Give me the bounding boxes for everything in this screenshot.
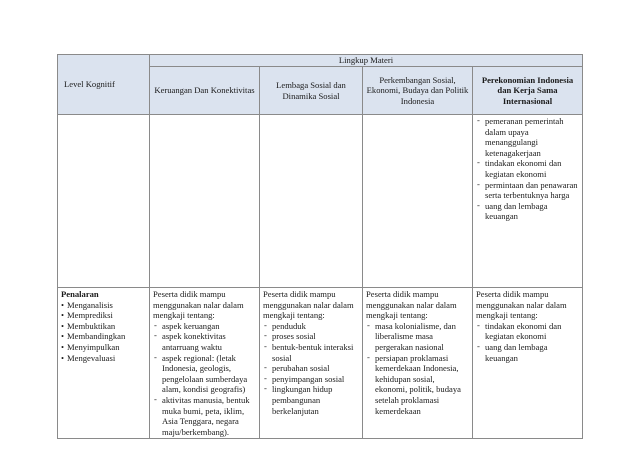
list-item: - pemeranan pemerintah dalam upaya menanggulangi ketenagakerjaan bbox=[476, 116, 579, 158]
column-header: Lembaga Sosial dan Dinamika Sosial bbox=[260, 67, 363, 115]
table-cell bbox=[363, 115, 473, 288]
list-item: • Membandingkan bbox=[61, 331, 146, 342]
list-item: - aspek keruangan bbox=[153, 321, 256, 332]
table-cell bbox=[58, 115, 150, 288]
level-title: Penalaran bbox=[61, 289, 99, 299]
list-item: - penyimpangan sosial bbox=[263, 374, 359, 385]
list-item: • Menyimpulkan bbox=[61, 342, 146, 353]
table-cell bbox=[473, 115, 583, 288]
level-header: Level Kognitif bbox=[58, 55, 150, 115]
table-cell bbox=[150, 288, 260, 439]
list-item: - tindakan ekonomi dan kegiatan ekonomi bbox=[476, 321, 579, 342]
list-item: - perubahan sosial bbox=[263, 363, 359, 374]
list-item: - persiapan proklamasi kemerdekaan Indonesia, kehidupan sosial, ekonomi, politik, budaya setelah proklamasi kemerdekaan bbox=[366, 353, 469, 417]
column-header: Perekonomian Indonesia dan Kerja Sama Internasional bbox=[473, 67, 583, 115]
content-table bbox=[57, 54, 583, 439]
list-item: - aspek konektivitas antarruang waktu bbox=[153, 331, 256, 352]
list-item: - masa kolonialisme, dan liberalisme masa pergerakan nasional bbox=[366, 321, 469, 353]
table-cell bbox=[260, 288, 363, 439]
list-item: • Mengevaluasi bbox=[61, 353, 146, 364]
table-cell bbox=[260, 115, 363, 288]
cell-intro: Peserta didik mampu menggunakan nalar dalam mengkaji tentang: bbox=[263, 289, 354, 321]
list-item: - bentuk-bentuk interaksi sosial bbox=[263, 342, 359, 363]
scope-header: Lingkup Materi bbox=[150, 55, 583, 67]
cell-intro: Peserta didik mampu menggunakan nalar dalam mengkaji tentang: bbox=[366, 289, 457, 321]
list-item: - uang dan lembaga keuangan bbox=[476, 201, 579, 222]
table-cell bbox=[150, 115, 260, 288]
list-item: - tindakan ekonomi dan kegiatan ekonomi bbox=[476, 158, 579, 179]
cell-intro: Peserta didik mampu menggunakan nalar dalam mengkaji tentang: bbox=[476, 289, 567, 321]
list-item: - permintaan dan penawaran serta terbentuknya harga bbox=[476, 180, 579, 201]
list-item: - aspek regional: (letak Indonesia, geologis, pengelolaan sumberdaya alam, kondisi geografis) bbox=[153, 353, 256, 395]
list-item: - proses sosial bbox=[263, 331, 359, 342]
table-cell bbox=[363, 288, 473, 439]
list-item: • Membuktikan bbox=[61, 321, 146, 332]
column-header: Perkembangan Sosial, Ekonomi, Budaya dan Politik Indonesia bbox=[363, 67, 473, 115]
column-header: Keruangan Dan Konektivitas bbox=[150, 67, 260, 115]
list-item: - penduduk bbox=[263, 321, 359, 332]
list-item: - aktivitas manusia, bentuk muka bumi, peta, iklim, Asia Tenggara, negara maju/berkembang). bbox=[153, 395, 256, 437]
list-item: • Menganalisis bbox=[61, 300, 146, 311]
level-cell bbox=[58, 288, 150, 439]
list-item: - uang dan lembaga keuangan bbox=[476, 342, 579, 363]
table-cell bbox=[473, 288, 583, 439]
cell-intro: Peserta didik mampu menggunakan nalar dalam mengkaji tentang: bbox=[153, 289, 244, 321]
list-item: - lingkungan hidup pembangunan berkelanjutan bbox=[263, 384, 359, 416]
list-item: • Memprediksi bbox=[61, 310, 146, 321]
